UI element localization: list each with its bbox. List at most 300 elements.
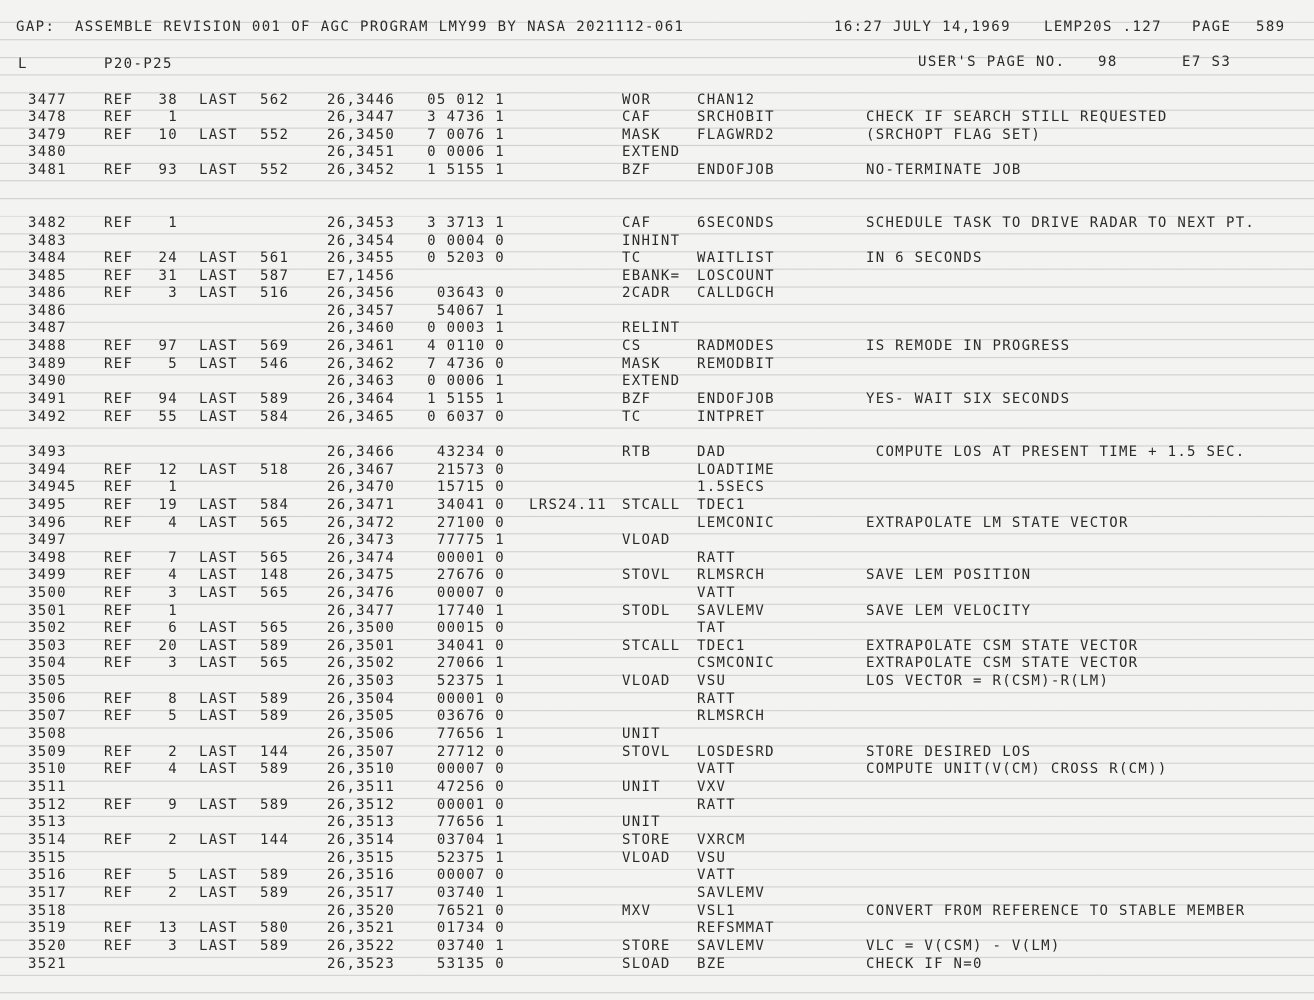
opcode: EXTEND: [622, 373, 681, 389]
last-keyword: LAST: [199, 356, 238, 372]
octal-word: 0 0006 1: [427, 144, 505, 160]
comment: COMPUTE UNIT(V(CM) CROSS R(CM)): [866, 761, 1168, 777]
last-keyword: LAST: [199, 497, 238, 513]
operand: 1.5SECS: [697, 479, 766, 495]
last-keyword: LAST: [199, 867, 238, 883]
address: 26,3523: [327, 956, 396, 972]
listing-row: [0, 372, 1314, 390]
address: 26,3513: [327, 814, 396, 830]
ref-count: 12: [158, 462, 178, 478]
ref-count: 5: [168, 708, 178, 724]
ref-keyword: REF: [104, 920, 134, 936]
last-keyword: LAST: [199, 885, 238, 901]
octal-word: 00007 0: [436, 585, 505, 601]
line-number: 3494: [28, 462, 67, 478]
last-page: 565: [260, 515, 290, 531]
last-keyword: LAST: [199, 462, 238, 478]
listing-row: [0, 302, 1314, 320]
octal-word: 17740 1: [436, 603, 505, 619]
line-number: 3491: [28, 391, 67, 407]
comment: SCHEDULE TASK TO DRIVE RADAR TO NEXT PT.: [866, 215, 1256, 231]
address: 26,3463: [327, 373, 396, 389]
listing-row: [0, 284, 1314, 302]
opcode: EXTEND: [622, 144, 681, 160]
last-keyword: LAST: [199, 268, 238, 284]
octal-word: 3 4736 1: [427, 109, 505, 125]
last-page: 589: [260, 691, 290, 707]
last-keyword: LAST: [199, 620, 238, 636]
octal-word: 03704 1: [436, 832, 505, 848]
ref-keyword: REF: [104, 409, 134, 425]
operand: BZE: [697, 956, 727, 972]
last-page: 589: [260, 885, 290, 901]
operand: SAVLEMV: [697, 885, 766, 901]
listing-row: [0, 778, 1314, 796]
listing-row: [0, 813, 1314, 831]
line-number: 3507: [28, 708, 67, 724]
line-number: 3486: [28, 285, 67, 301]
operand: VSL1: [697, 903, 736, 919]
line-number: 3503: [28, 638, 67, 654]
ref-keyword: REF: [104, 567, 134, 583]
listing-row: [0, 531, 1314, 549]
address: 26,3521: [327, 920, 396, 936]
last-page: 565: [260, 585, 290, 601]
last-keyword: LAST: [199, 691, 238, 707]
last-page: 516: [260, 285, 290, 301]
comment: (SRCHOPT FLAG SET): [866, 127, 1042, 143]
listing-row: [0, 566, 1314, 584]
last-keyword: LAST: [199, 585, 238, 601]
comment: YES- WAIT SIX SECONDS: [866, 391, 1071, 407]
operand: CALLDGCH: [697, 285, 775, 301]
octal-word: 21573 0: [436, 462, 505, 478]
user-page-label: USER'S PAGE NO.: [918, 54, 1066, 70]
octal-word: 00001 0: [436, 691, 505, 707]
ref-keyword: REF: [104, 867, 134, 883]
section-label: P20-P25: [104, 56, 173, 72]
listing-row: [0, 937, 1314, 955]
listing-row: [0, 619, 1314, 637]
line-number: 3506: [28, 691, 67, 707]
listing-row: [0, 743, 1314, 761]
line-number: 3484: [28, 250, 67, 266]
user-page-number: 98: [1098, 54, 1118, 70]
operand: LEMCONIC: [697, 515, 775, 531]
listing-row: [0, 672, 1314, 690]
ref-keyword: REF: [104, 268, 134, 284]
address: 26,3475: [327, 567, 396, 583]
operand: ENDOFJOB: [697, 162, 775, 178]
last-page: 144: [260, 744, 290, 760]
ref-keyword: REF: [104, 162, 134, 178]
line-number: 3520: [28, 938, 67, 954]
listing-row: [0, 355, 1314, 373]
last-keyword: LAST: [199, 938, 238, 954]
line-number: 3485: [28, 268, 67, 284]
listing-row: [0, 337, 1314, 355]
ref-keyword: REF: [104, 585, 134, 601]
listing-row: [0, 849, 1314, 867]
listing-row: [0, 549, 1314, 567]
ref-count: 93: [158, 162, 178, 178]
operand: RATT: [697, 550, 736, 566]
header-program: LEMP20S .127: [1044, 19, 1162, 35]
opcode: CS: [622, 338, 642, 354]
listing-row: [0, 319, 1314, 337]
operand: SRCHOBIT: [697, 109, 775, 125]
address: 26,3500: [327, 620, 396, 636]
ref-count: 4: [168, 567, 178, 583]
last-page: 589: [260, 797, 290, 813]
address: 26,3477: [327, 603, 396, 619]
octal-word: 77656 1: [436, 726, 505, 742]
address: 26,3465: [327, 409, 396, 425]
last-keyword: LAST: [199, 744, 238, 760]
line-number: 3480: [28, 144, 67, 160]
ref-count: 1: [168, 215, 178, 231]
opcode: EBANK=: [622, 268, 681, 284]
listing-row: [0, 796, 1314, 814]
ref-count: 94: [158, 391, 178, 407]
line-number: 3509: [28, 744, 67, 760]
last-page: 562: [260, 92, 290, 108]
line-number: 3501: [28, 603, 67, 619]
last-keyword: LAST: [199, 761, 238, 777]
opcode: MASK: [622, 356, 661, 372]
address: 26,3473: [327, 532, 396, 548]
comment: CONVERT FROM REFERENCE TO STABLE MEMBER: [866, 903, 1246, 919]
last-keyword: LAST: [199, 797, 238, 813]
address: 26,3501: [327, 638, 396, 654]
address: 26,3457: [327, 303, 396, 319]
ref-count: 6: [168, 620, 178, 636]
address: 26,3464: [327, 391, 396, 407]
operand: SAVLEMV: [697, 938, 766, 954]
octal-word: 52375 1: [436, 673, 505, 689]
last-keyword: LAST: [199, 832, 238, 848]
operand: VSU: [697, 673, 727, 689]
opcode: STOVL: [622, 567, 671, 583]
ref-count: 8: [168, 691, 178, 707]
address: 26,3451: [327, 144, 396, 160]
ref-keyword: REF: [104, 832, 134, 848]
address: 26,3517: [327, 885, 396, 901]
operand: RLMSRCH: [697, 567, 766, 583]
last-keyword: LAST: [199, 638, 238, 654]
listing-row: [0, 584, 1314, 602]
header-page-label: PAGE: [1192, 19, 1232, 35]
octal-word: 47256 0: [436, 779, 505, 795]
ref-count: 2: [168, 832, 178, 848]
operand: REMODBIT: [697, 356, 775, 372]
ref-keyword: REF: [104, 497, 134, 513]
ref-keyword: REF: [104, 691, 134, 707]
listing-row: [0, 514, 1314, 532]
line-number: 3511: [28, 779, 67, 795]
operand: FLAGWRD2: [697, 127, 775, 143]
octal-word: 1 5155 1: [427, 162, 505, 178]
address: 26,3512: [327, 797, 396, 813]
opcode: RELINT: [622, 320, 681, 336]
opcode: MASK: [622, 127, 661, 143]
listing-row: [0, 866, 1314, 884]
opcode: UNIT: [622, 814, 661, 830]
ref-count: 4: [168, 761, 178, 777]
listing-row: [0, 143, 1314, 161]
last-keyword: LAST: [199, 250, 238, 266]
octal-word: 76521 0: [436, 903, 505, 919]
last-page: 518: [260, 462, 290, 478]
last-page: 552: [260, 162, 290, 178]
octal-word: 03740 1: [436, 938, 505, 954]
operand: WAITLIST: [697, 250, 775, 266]
operand: RLMSRCH: [697, 708, 766, 724]
listing-row: [0, 161, 1314, 179]
line-number: 3483: [28, 233, 67, 249]
octal-word: 27066 1: [436, 655, 505, 671]
address: 26,3472: [327, 515, 396, 531]
opcode: STCALL: [622, 497, 681, 513]
address: 26,3510: [327, 761, 396, 777]
opcode: VLOAD: [622, 850, 671, 866]
listing-row: [0, 955, 1314, 973]
ref-keyword: REF: [104, 515, 134, 531]
listing-row: [0, 461, 1314, 479]
ref-count: 10: [158, 127, 178, 143]
octal-word: 1 5155 1: [427, 391, 505, 407]
octal-word: 7 0076 1: [427, 127, 505, 143]
opcode: RTB: [622, 444, 652, 460]
octal-word: 0 0006 1: [427, 373, 505, 389]
operand: INTPRET: [697, 409, 766, 425]
operand: RATT: [697, 797, 736, 813]
operand: TDEC1: [697, 638, 746, 654]
comment: CHECK IF N=0: [866, 956, 983, 972]
opcode: BZF: [622, 162, 652, 178]
last-keyword: LAST: [199, 550, 238, 566]
header-title: GAP: ASSEMBLE REVISION 001 OF AGC PROGRAM LMY99 BY NASA 2021112-061: [16, 19, 685, 35]
last-keyword: LAST: [199, 708, 238, 724]
comment: LOS VECTOR = R(CSM)-R(LM): [866, 673, 1110, 689]
comment: EXTRAPOLATE LM STATE VECTOR: [866, 515, 1129, 531]
ref-keyword: REF: [104, 462, 134, 478]
listing-row: [0, 390, 1314, 408]
last-keyword: LAST: [199, 391, 238, 407]
last-page: 546: [260, 356, 290, 372]
line-number: 3510: [28, 761, 67, 777]
operand: LOADTIME: [697, 462, 775, 478]
operand: TAT: [697, 620, 727, 636]
last-page: 589: [260, 708, 290, 724]
listing-row: [0, 919, 1314, 937]
opcode: UNIT: [622, 779, 661, 795]
ref-count: 1: [168, 479, 178, 495]
line-number: 3478: [28, 109, 67, 125]
octal-word: 00001 0: [436, 797, 505, 813]
ref-keyword: REF: [104, 638, 134, 654]
last-page: 144: [260, 832, 290, 848]
ref-count: 97: [158, 338, 178, 354]
ref-count: 3: [168, 938, 178, 954]
operand: VATT: [697, 867, 736, 883]
last-page: 565: [260, 655, 290, 671]
address: 26,3515: [327, 850, 396, 866]
opcode: 2CADR: [622, 285, 671, 301]
ref-count: 13: [158, 920, 178, 936]
address: 26,3506: [327, 726, 396, 742]
octal-word: 03676 0: [436, 708, 505, 724]
operand: CSMCONIC: [697, 655, 775, 671]
ref-count: 31: [158, 268, 178, 284]
operand: RATT: [697, 691, 736, 707]
octal-word: 0 5203 0: [427, 250, 505, 266]
last-page: 584: [260, 409, 290, 425]
listing-row: [0, 902, 1314, 920]
listing-row: [0, 249, 1314, 267]
octal-word: 0 0003 1: [427, 320, 505, 336]
octal-word: 43234 0: [436, 444, 505, 460]
line-number: 3477: [28, 92, 67, 108]
octal-word: 00007 0: [436, 867, 505, 883]
last-keyword: LAST: [199, 285, 238, 301]
octal-word: 34041 0: [436, 638, 505, 654]
operand: REFSMMAT: [697, 920, 775, 936]
operand: VATT: [697, 761, 736, 777]
ref-count: 3: [168, 285, 178, 301]
listing-row: [0, 108, 1314, 126]
line-number: 3482: [28, 215, 67, 231]
line-number: 3493: [28, 444, 67, 460]
opcode: CAF: [622, 215, 652, 231]
operand: LOSCOUNT: [697, 268, 775, 284]
octal-word: 4 0110 0: [427, 338, 505, 354]
ref-keyword: REF: [104, 797, 134, 813]
listing-row: [0, 884, 1314, 902]
line-number: 3504: [28, 655, 67, 671]
opcode: CAF: [622, 109, 652, 125]
address: 26,3511: [327, 779, 396, 795]
last-keyword: LAST: [199, 162, 238, 178]
last-page: 589: [260, 638, 290, 654]
ref-count: 24: [158, 250, 178, 266]
listing-code: E7 S3: [1182, 54, 1232, 70]
ref-keyword: REF: [104, 356, 134, 372]
opcode: SLOAD: [622, 956, 671, 972]
line-number: 3519: [28, 920, 67, 936]
ref-count: 19: [158, 497, 178, 513]
last-keyword: LAST: [199, 515, 238, 531]
address: E7,1456: [327, 268, 396, 284]
opcode: BZF: [622, 391, 652, 407]
operand: RADMODES: [697, 338, 775, 354]
ref-count: 5: [168, 867, 178, 883]
ref-keyword: REF: [104, 938, 134, 954]
octal-word: 05 012 1: [427, 92, 505, 108]
address: 26,3516: [327, 867, 396, 883]
octal-word: 27100 0: [436, 515, 505, 531]
comment: EXTRAPOLATE CSM STATE VECTOR: [866, 655, 1139, 671]
octal-word: 03740 1: [436, 885, 505, 901]
last-page: 580: [260, 920, 290, 936]
line-number: 3490: [28, 373, 67, 389]
last-page: 584: [260, 497, 290, 513]
ref-count: 2: [168, 885, 178, 901]
comment: NO-TERMINATE JOB: [866, 162, 1022, 178]
last-keyword: LAST: [199, 338, 238, 354]
comment: CHECK IF SEARCH STILL REQUESTED: [866, 109, 1168, 125]
ref-keyword: REF: [104, 603, 134, 619]
line-number: 3498: [28, 550, 67, 566]
left-marker: L: [18, 56, 28, 72]
last-keyword: LAST: [199, 655, 238, 671]
address: 26,3507: [327, 744, 396, 760]
operand: ENDOFJOB: [697, 391, 775, 407]
octal-word: 54067 1: [436, 303, 505, 319]
line-number: 3513: [28, 814, 67, 830]
address: 26,3476: [327, 585, 396, 601]
address: 26,3454: [327, 233, 396, 249]
listing-row: [0, 267, 1314, 285]
ref-count: 5: [168, 356, 178, 372]
opcode: STORE: [622, 832, 671, 848]
octal-word: 53135 0: [436, 956, 505, 972]
listing-row: [0, 707, 1314, 725]
opcode: STCALL: [622, 638, 681, 654]
address: 26,3467: [327, 462, 396, 478]
ref-keyword: REF: [104, 215, 134, 231]
ref-keyword: REF: [104, 744, 134, 760]
line-number: 3502: [28, 620, 67, 636]
last-page: 589: [260, 391, 290, 407]
opcode: VLOAD: [622, 673, 671, 689]
octal-word: 34041 0: [436, 497, 505, 513]
listing-row: [0, 654, 1314, 672]
ref-keyword: REF: [104, 761, 134, 777]
opcode: INHINT: [622, 233, 681, 249]
line-number: 3479: [28, 127, 67, 143]
octal-word: 00015 0: [436, 620, 505, 636]
ref-count: 1: [168, 109, 178, 125]
ref-count: 3: [168, 655, 178, 671]
octal-word: 00007 0: [436, 761, 505, 777]
address: 26,3447: [327, 109, 396, 125]
line-number: 3481: [28, 162, 67, 178]
listing-row: [0, 496, 1314, 514]
ref-count: 2: [168, 744, 178, 760]
ref-keyword: REF: [104, 92, 134, 108]
opcode: TC: [622, 409, 642, 425]
comment: SAVE LEM VELOCITY: [866, 603, 1032, 619]
comment: EXTRAPOLATE CSM STATE VECTOR: [866, 638, 1139, 654]
address: 26,3460: [327, 320, 396, 336]
line-number: 3489: [28, 356, 67, 372]
line-number: 3516: [28, 867, 67, 883]
last-page: 148: [260, 567, 290, 583]
line-number: 3492: [28, 409, 67, 425]
line-number: 3495: [28, 497, 67, 513]
listing-row: [0, 214, 1314, 232]
last-keyword: LAST: [199, 92, 238, 108]
last-keyword: LAST: [199, 567, 238, 583]
address: 26,3470: [327, 479, 396, 495]
ref-count: 3: [168, 585, 178, 601]
address: 26,3453: [327, 215, 396, 231]
opcode: MXV: [622, 903, 652, 919]
line-number: 3517: [28, 885, 67, 901]
ref-count: 1: [168, 603, 178, 619]
opcode: STOVL: [622, 744, 671, 760]
